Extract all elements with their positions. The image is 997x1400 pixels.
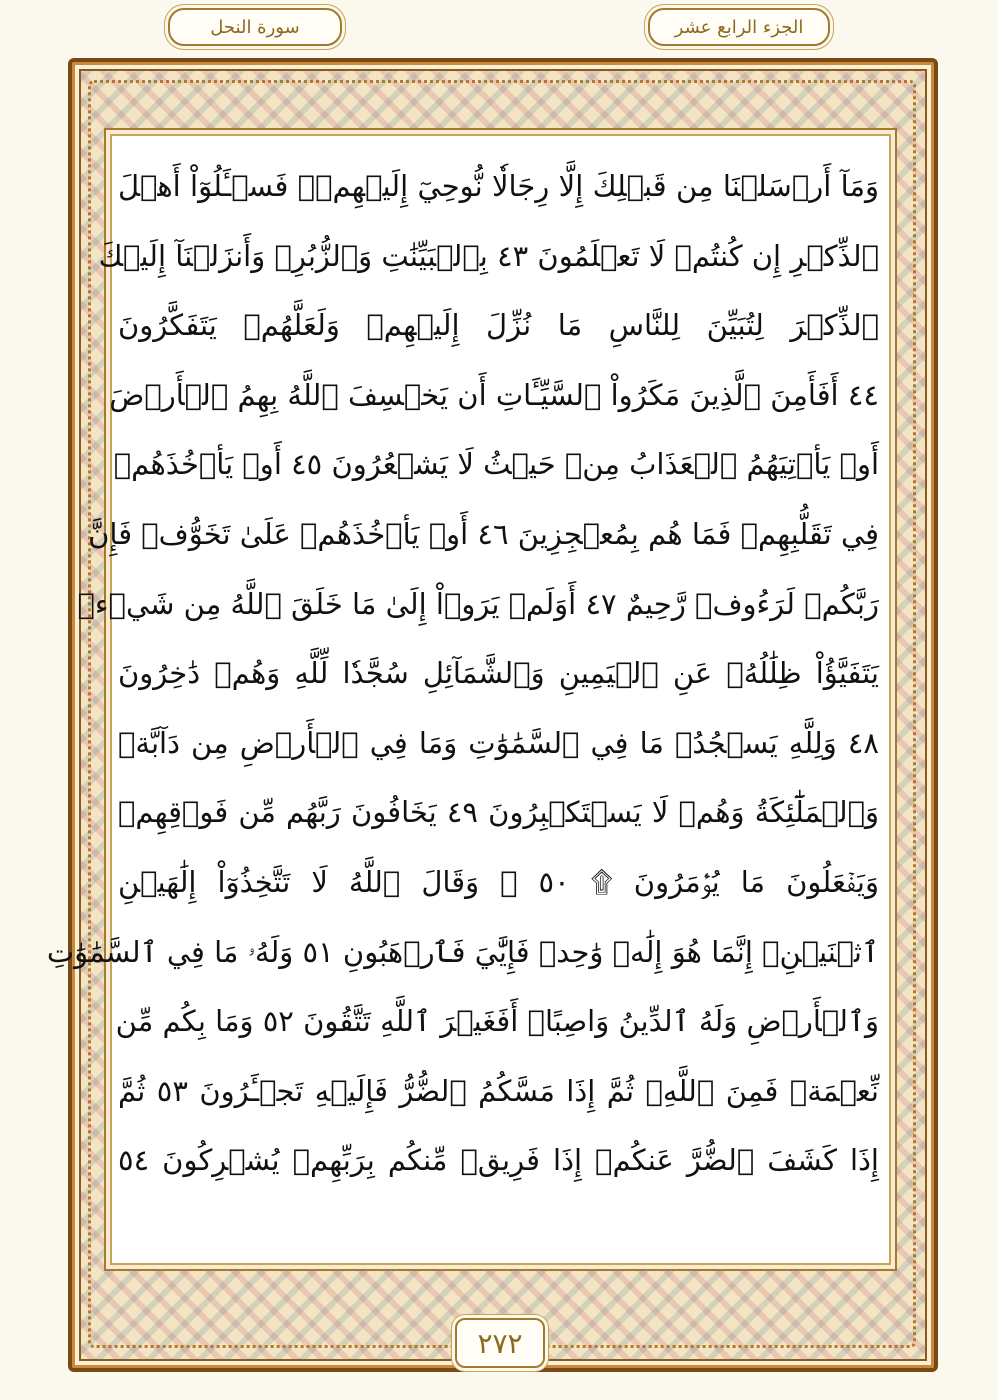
verse-line-9: ٤٨ وَلِلَّهِ يَسۡجُدُۤ مَا فِي ٱلسَّمَٰوَٰتِ وَمَا فِي ٱلۡأَرۡضِ مِن دَآبَّةٖ [118, 725, 879, 760]
verse-line-10: وَٱلۡمَلَٰٓئِكَةُ وَهُمۡ لَا يَسۡتَكۡبِرُونَ ٤٩ يَخَافُونَ رَبَّهُم مِّن فَوۡقِهِمۡ [118, 795, 879, 830]
juz-label [648, 8, 830, 46]
verse-line-7: رَبَّكُمۡ لَرَءُوفٞ رَّحِيمٌ ٤٧ أَوَلَمۡ يَرَوۡاْ إِلَىٰ مَا خَلَقَ ٱللَّهُ مِن شَيۡءٖ [77, 586, 879, 621]
verse-line-14: نِّعۡمَةٖ فَمِنَ ٱللَّهِۖ ثُمَّ إِذَا مَسَّكُمُ ٱلضُّرُّ فَإِلَيۡهِ تَجۡـَٔرُونَ ٥٣ ثُمَّ [118, 1073, 879, 1108]
page-number [455, 1318, 545, 1368]
verse-line-1: وَمَآ أَرۡسَلۡنَا مِن قَبۡلِكَ إِلَّا رِجَالٗا نُّوحِيٓ إِلَيۡهِمۡۚ فَسۡـَٔلُوٓاْ أَهۡلَ [118, 169, 879, 203]
verse-line-6: فِي تَقَلُّبِهِمۡ فَمَا هُم بِمُعۡجِزِينَ ٤٦ أَوۡ يَأۡخُذَهُمۡ عَلَىٰ تَخَوُّفٖ فَإِنَّ [88, 516, 879, 551]
verse-line-3: ٱلذِّكۡرَ لِتُبَيِّنَ لِلنَّاسِ مَا نُزِّلَ إِلَيۡهِمۡ وَلَعَلَّهُمۡ يَتَفَكَّرُونَ [118, 308, 879, 343]
verse-line-11: وَيَفۡعَلُونَ مَا يُؤۡمَرُونَ ۩ ٥٠ ۞ وَقَالَ ٱللَّهُ لَا تَتَّخِذُوٓاْ إِلَٰهَيۡنِ [118, 864, 879, 899]
verse-line-5: أَوۡ يَأۡتِيَهُمُ ٱلۡعَذَابُ مِنۡ حَيۡثُ لَا يَشۡعُرُونَ ٤٥ أَوۡ يَأۡخُذَهُمۡ [113, 447, 879, 482]
surah-label [168, 8, 342, 46]
juz-label-text: الجزء الرابع عشر [674, 16, 804, 38]
verse-line-15: إِذَا كَشَفَ ٱلضُّرَّ عَنكُمۡ إِذَا فَرِيقٞ مِّنكُم بِرَبِّهِمۡ يُشۡرِكُونَ ٥٤ [118, 1143, 879, 1178]
surah-label-text: سورة النحل [210, 16, 300, 38]
page-number-text: ٢٧٢ [477, 1326, 523, 1360]
verse-line-13: وَٱلۡأَرۡضِ وَلَهُ ٱلدِّينُ وَاصِبًاۚ أَفَغَيۡرَ ٱللَّهِ تَتَّقُونَ ٥٢ وَمَا بِكُم مِّن [115, 1004, 879, 1039]
verse-lines [46, 152, 879, 1196]
verse-line-12: ٱثۡنَيۡنِۖ إِنَّمَا هُوَ إِلَٰهٞ وَٰحِدٞ فَإِيَّٰيَ فَٱرۡهَبُونِ ٥١ وَلَهُۥ مَا فِي ٱلسَّمَٰوَٰتِ [46, 934, 879, 969]
verse-line-4: ٤٤ أَفَأَمِنَ ٱلَّذِينَ مَكَرُواْ ٱلسَّيِّـَٔاتِ أَن يَخۡسِفَ ٱللَّهُ بِهِمُ ٱلۡأَرۡضَ [109, 377, 879, 412]
verse-line-2: ٱلذِّكۡرِ إِن كُنتُمۡ لَا تَعۡلَمُونَ ٤٣ بِٱلۡبَيِّنَٰتِ وَٱلزُّبُرِۗ وَأَنزَلۡنَآ إِلَيۡكَ [98, 238, 879, 273]
verse-line-8: يَتَفَيَّؤُاْ ظِلَٰلُهُۥ عَنِ ٱلۡيَمِينِ وَٱلشَّمَآئِلِ سُجَّدٗا لِّلَّهِ وَهُمۡ دَٰخِرُونَ [118, 656, 879, 691]
